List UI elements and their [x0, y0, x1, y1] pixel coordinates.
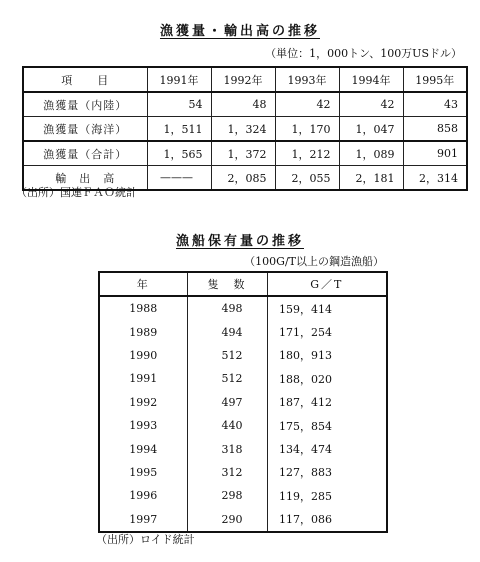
table-row — [99, 391, 387, 414]
column-header: 1991年 — [147, 67, 211, 92]
tonnage-cell: 187，412 — [267, 391, 387, 414]
vessel-count-cell: 498 — [187, 296, 267, 320]
table-cell: 42 — [275, 92, 339, 117]
tonnage-cell: 117，086 — [267, 508, 387, 532]
table-row — [99, 367, 387, 390]
table-row — [99, 461, 387, 484]
table-row — [99, 320, 387, 343]
table-cell: 1，511 — [147, 117, 211, 142]
year-cell: 1988 — [99, 296, 187, 320]
vessel-count-cell: 494 — [187, 320, 267, 343]
column-header: G／T — [267, 272, 387, 296]
year-cell: 1991 — [99, 367, 187, 390]
vessel-count-cell: 512 — [187, 367, 267, 390]
year-cell: 1996 — [99, 484, 187, 507]
tonnage-cell: 159，414 — [267, 296, 387, 320]
tonnage-cell: 188，020 — [267, 367, 387, 390]
column-header: 年 — [99, 272, 187, 296]
table-cell: 901 — [403, 141, 467, 166]
column-header: 1992年 — [211, 67, 275, 92]
column-header: 項 目 — [23, 67, 147, 92]
catch-export-unit: （単位：1，000トン、100万USドル） — [265, 47, 462, 60]
catch-export-source: （出所）国連ＦＡＯ統計 — [16, 186, 137, 199]
table-cell: 1，372 — [211, 141, 275, 166]
vessel-count-cell: 298 — [187, 484, 267, 507]
table-cell: 1，212 — [275, 141, 339, 166]
table-header-row — [99, 272, 387, 296]
vessel-count-cell: 312 — [187, 461, 267, 484]
year-cell: 1997 — [99, 508, 187, 532]
table-row — [99, 344, 387, 367]
year-cell: 1995 — [99, 461, 187, 484]
table-row — [23, 141, 467, 166]
catch-export-table — [22, 66, 468, 191]
year-cell: 1992 — [99, 391, 187, 414]
table-header-row — [23, 67, 467, 92]
fleet-unit: （100G/T以上の鋼造漁船） — [244, 255, 384, 268]
year-cell: 1993 — [99, 414, 187, 437]
year-cell: 1989 — [99, 320, 187, 343]
row-label: 漁獲量（内陸） — [23, 92, 147, 117]
column-header: 1995年 — [403, 67, 467, 92]
table-cell: 1，565 — [147, 141, 211, 166]
vessel-count-cell: 290 — [187, 508, 267, 532]
table-cell: 54 — [147, 92, 211, 117]
row-label: 漁獲量（海洋） — [23, 117, 147, 142]
fleet-table — [98, 271, 388, 533]
tonnage-cell: 175，854 — [267, 414, 387, 437]
table-cell: 48 — [211, 92, 275, 117]
table-cell: 2，181 — [339, 166, 403, 191]
column-header: 1994年 — [339, 67, 403, 92]
table-row — [99, 484, 387, 507]
fleet-source: （出所）ロイド統計 — [96, 533, 195, 546]
table-cell: 858 — [403, 117, 467, 142]
table-cell: 1，170 — [275, 117, 339, 142]
table-cell: 1，047 — [339, 117, 403, 142]
table-cell: 2，314 — [403, 166, 467, 191]
table-cell: 43 — [403, 92, 467, 117]
row-label: 輸 出 高 — [23, 166, 147, 191]
table-cell: 2，085 — [211, 166, 275, 191]
table-cell: 1，089 — [339, 141, 403, 166]
catch-export-title: 漁獲量・輸出高の推移 — [159, 24, 320, 39]
column-header: 隻 数 — [187, 272, 267, 296]
table-cell: ——— — [147, 166, 211, 191]
table-row — [99, 508, 387, 532]
row-label: 漁獲量（合計） — [23, 141, 147, 166]
tonnage-cell: 119，285 — [267, 484, 387, 507]
year-cell: 1990 — [99, 344, 187, 367]
year-cell: 1994 — [99, 437, 187, 460]
vessel-count-cell: 318 — [187, 437, 267, 460]
fleet-title: 漁船保有量の推移 — [175, 234, 304, 249]
tonnage-cell: 180，913 — [267, 344, 387, 367]
vessel-count-cell: 512 — [187, 344, 267, 367]
tonnage-cell: 134，474 — [267, 437, 387, 460]
tonnage-cell: 127，883 — [267, 461, 387, 484]
tonnage-cell: 171，254 — [267, 320, 387, 343]
vessel-count-cell: 440 — [187, 414, 267, 437]
table-row — [99, 437, 387, 460]
table-cell: 42 — [339, 92, 403, 117]
table-cell: 2，055 — [275, 166, 339, 191]
column-header: 1993年 — [275, 67, 339, 92]
table-row — [23, 117, 467, 142]
table-row — [99, 296, 387, 320]
table-row — [99, 414, 387, 437]
table-cell: 1，324 — [211, 117, 275, 142]
table-row — [23, 92, 467, 117]
vessel-count-cell: 497 — [187, 391, 267, 414]
